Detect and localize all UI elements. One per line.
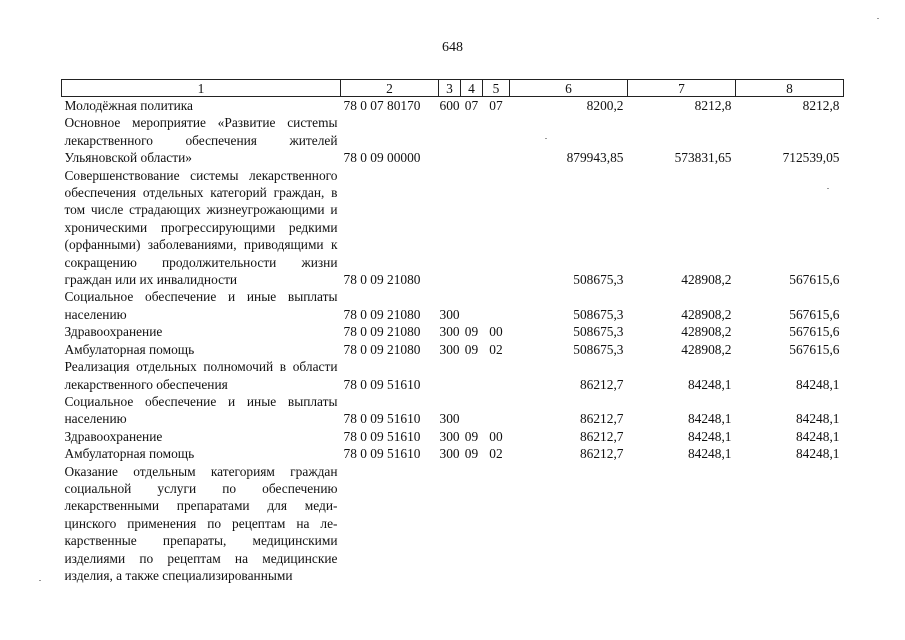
- row-name-cell: Социальное обеспечение и иные выплаты населению: [64, 393, 338, 427]
- row-name-cell: Молодёжная политика: [64, 98, 194, 113]
- row-name-cell: Основное мероприятие «Развитие систеmы лекарственного обеспечения жителей Ульяновской области»: [64, 115, 338, 166]
- table-row: [62, 114, 844, 166]
- row-value-col7: 84248,1: [687, 411, 732, 427]
- table-row: [62, 463, 844, 585]
- table-row: [62, 97, 844, 115]
- row-code-cell: 78 0 09 51610: [343, 446, 421, 462]
- header-col-2: 2: [341, 80, 439, 97]
- row-value-col8: 567615,6: [789, 306, 840, 322]
- row-kvr-cell: 600: [439, 98, 460, 113]
- row-value-col8: 8212,8: [802, 98, 840, 113]
- row-pr-cell: 02: [489, 341, 503, 357]
- row-kvr-cell: 300: [439, 411, 460, 427]
- row-value-col6: 8200,2: [586, 98, 624, 113]
- row-value-col6: 508675,3: [573, 306, 624, 322]
- header-col-5: 5: [483, 80, 510, 97]
- row-rz-cell: 07: [464, 98, 479, 113]
- row-kvr-cell: [439, 167, 461, 289]
- row-pr-cell: 02: [489, 446, 503, 462]
- row-value-col8: 84248,1: [795, 428, 840, 444]
- row-name-cell: Амбулаторная помощь: [64, 446, 195, 462]
- row-rz-cell: [461, 288, 483, 323]
- table-row: [62, 393, 844, 428]
- row-code-cell: [341, 463, 439, 585]
- row-value-col7: 84248,1: [687, 376, 732, 392]
- table-header-row: [62, 80, 844, 97]
- row-value-col6: 508675,3: [573, 324, 624, 340]
- row-value-col7: 428908,2: [681, 324, 732, 340]
- row-value-col8: 567615,6: [789, 341, 840, 357]
- budget-table: [61, 79, 844, 584]
- row-value-col6: 879943,85: [566, 150, 624, 166]
- row-code-cell: 78 0 09 51610: [343, 376, 421, 392]
- row-value-col7: [628, 463, 736, 585]
- row-rz-cell: [461, 114, 483, 166]
- row-rz-cell: [461, 358, 483, 393]
- row-pr-cell: 00: [489, 428, 503, 444]
- row-value-col6: 86212,7: [579, 376, 624, 392]
- row-name-cell: Амбулаторная помощь: [64, 341, 195, 357]
- row-value-col6: [510, 463, 628, 585]
- header-col-8: 8: [736, 80, 844, 97]
- row-pr-cell: [483, 114, 510, 166]
- row-pr-cell: 00: [489, 324, 503, 340]
- row-code-cell: 78 0 09 21080: [343, 272, 421, 288]
- row-pr-cell: [483, 288, 510, 323]
- row-name-cell: Оказание отдельным категориям граждан социальной услуги по обеспечению лекарственными препаратами для медицинского применения по рецептам на лекарственные препараты, медицинскими изделиями по рецептам на медицинские изделия, а также специализированными: [64, 463, 338, 583]
- header-col-1: 1: [62, 80, 341, 97]
- row-kvr-cell: 300: [439, 306, 460, 322]
- row-rz-cell: [461, 167, 483, 289]
- row-pr-cell: [483, 393, 510, 428]
- row-value-col7: 84248,1: [687, 446, 732, 462]
- table-row: [62, 445, 844, 462]
- row-kvr-cell: 300: [439, 341, 460, 357]
- row-value-col7: 84248,1: [687, 428, 732, 444]
- row-code-cell: 78 0 09 21080: [343, 324, 421, 340]
- scan-speck: [827, 188, 829, 189]
- row-kvr-cell: 300: [439, 446, 460, 462]
- row-rz-cell: 09: [464, 341, 479, 357]
- row-value-col8: 84248,1: [795, 376, 840, 392]
- scan-speck: [39, 580, 41, 581]
- row-code-cell: 78 0 09 51610: [343, 411, 421, 427]
- row-value-col8: [736, 463, 844, 585]
- row-rz-cell: 09: [464, 324, 479, 340]
- row-pr-cell: [483, 358, 510, 393]
- header-col-7: 7: [628, 80, 736, 97]
- row-pr-cell: [483, 463, 510, 585]
- row-pr-cell: 07: [489, 98, 503, 113]
- row-value-col8: 712539,05: [782, 150, 840, 166]
- row-value-col6: 508675,3: [573, 272, 624, 288]
- header-col-3: 3: [439, 80, 461, 97]
- table-row: [62, 341, 844, 358]
- row-value-col8: 84248,1: [795, 411, 840, 427]
- scan-speck: [545, 138, 547, 139]
- row-rz-cell: 09: [464, 428, 479, 444]
- row-code-cell: 78 0 09 00000: [343, 150, 421, 166]
- row-value-col7: 428908,2: [681, 306, 732, 322]
- row-kvr-cell: 300: [439, 428, 460, 444]
- table-body: [62, 97, 844, 585]
- row-code-cell: 78 0 09 21080: [343, 306, 421, 322]
- row-kvr-cell: [439, 114, 461, 166]
- row-pr-cell: [483, 167, 510, 289]
- row-value-col6: 86212,7: [579, 446, 624, 462]
- row-value-col8: 567615,6: [789, 324, 840, 340]
- table-row: [62, 323, 844, 340]
- table-row: [62, 358, 844, 393]
- table-row: [62, 428, 844, 445]
- table-row: [62, 288, 844, 323]
- row-name-cell: Совершенствование системы лекарственного обеспечения отдельных категорий граждан, в том числе страдающих жизнеугрожающими и хроническими прогрессирующими редкими (орфанными) заболеваниями, приводящими к сокращению продолжительности жизни граждан или их инвалидности: [64, 167, 338, 288]
- header-col-6: 6: [510, 80, 628, 97]
- row-name-cell: Реализация отдельных полномочий в области лекарственного обеспечения: [64, 359, 338, 392]
- row-value-col7: 573831,65: [674, 150, 732, 166]
- row-code-cell: 78 0 07 80170: [343, 98, 421, 113]
- row-value-col6: 86212,7: [579, 428, 624, 444]
- row-kvr-cell: 300: [439, 324, 460, 340]
- row-name-cell: Здравоохранение: [64, 428, 163, 444]
- page-number: 648: [442, 40, 463, 55]
- row-kvr-cell: [439, 463, 461, 585]
- row-name-cell: Здравоохранение: [64, 324, 163, 340]
- row-code-cell: 78 0 09 21080: [343, 341, 421, 357]
- row-rz-cell: [461, 393, 483, 428]
- header-col-4: 4: [461, 80, 483, 97]
- row-rz-cell: [461, 463, 483, 585]
- table-row: [62, 167, 844, 289]
- row-code-cell: 78 0 09 51610: [343, 428, 421, 444]
- row-value-col6: 86212,7: [579, 411, 624, 427]
- row-value-col8: 567615,6: [789, 272, 840, 288]
- row-value-col6: 508675,3: [573, 341, 624, 357]
- row-value-col7: 8212,8: [694, 98, 732, 113]
- row-rz-cell: 09: [464, 446, 479, 462]
- row-value-col7: 428908,2: [681, 272, 732, 288]
- row-value-col8: 84248,1: [795, 446, 840, 462]
- scan-speck: [877, 18, 879, 19]
- row-name-cell: Социальное обеспечение и иные выплаты населению: [64, 289, 338, 322]
- row-kvr-cell: [439, 358, 461, 393]
- row-value-col7: 428908,2: [681, 341, 732, 357]
